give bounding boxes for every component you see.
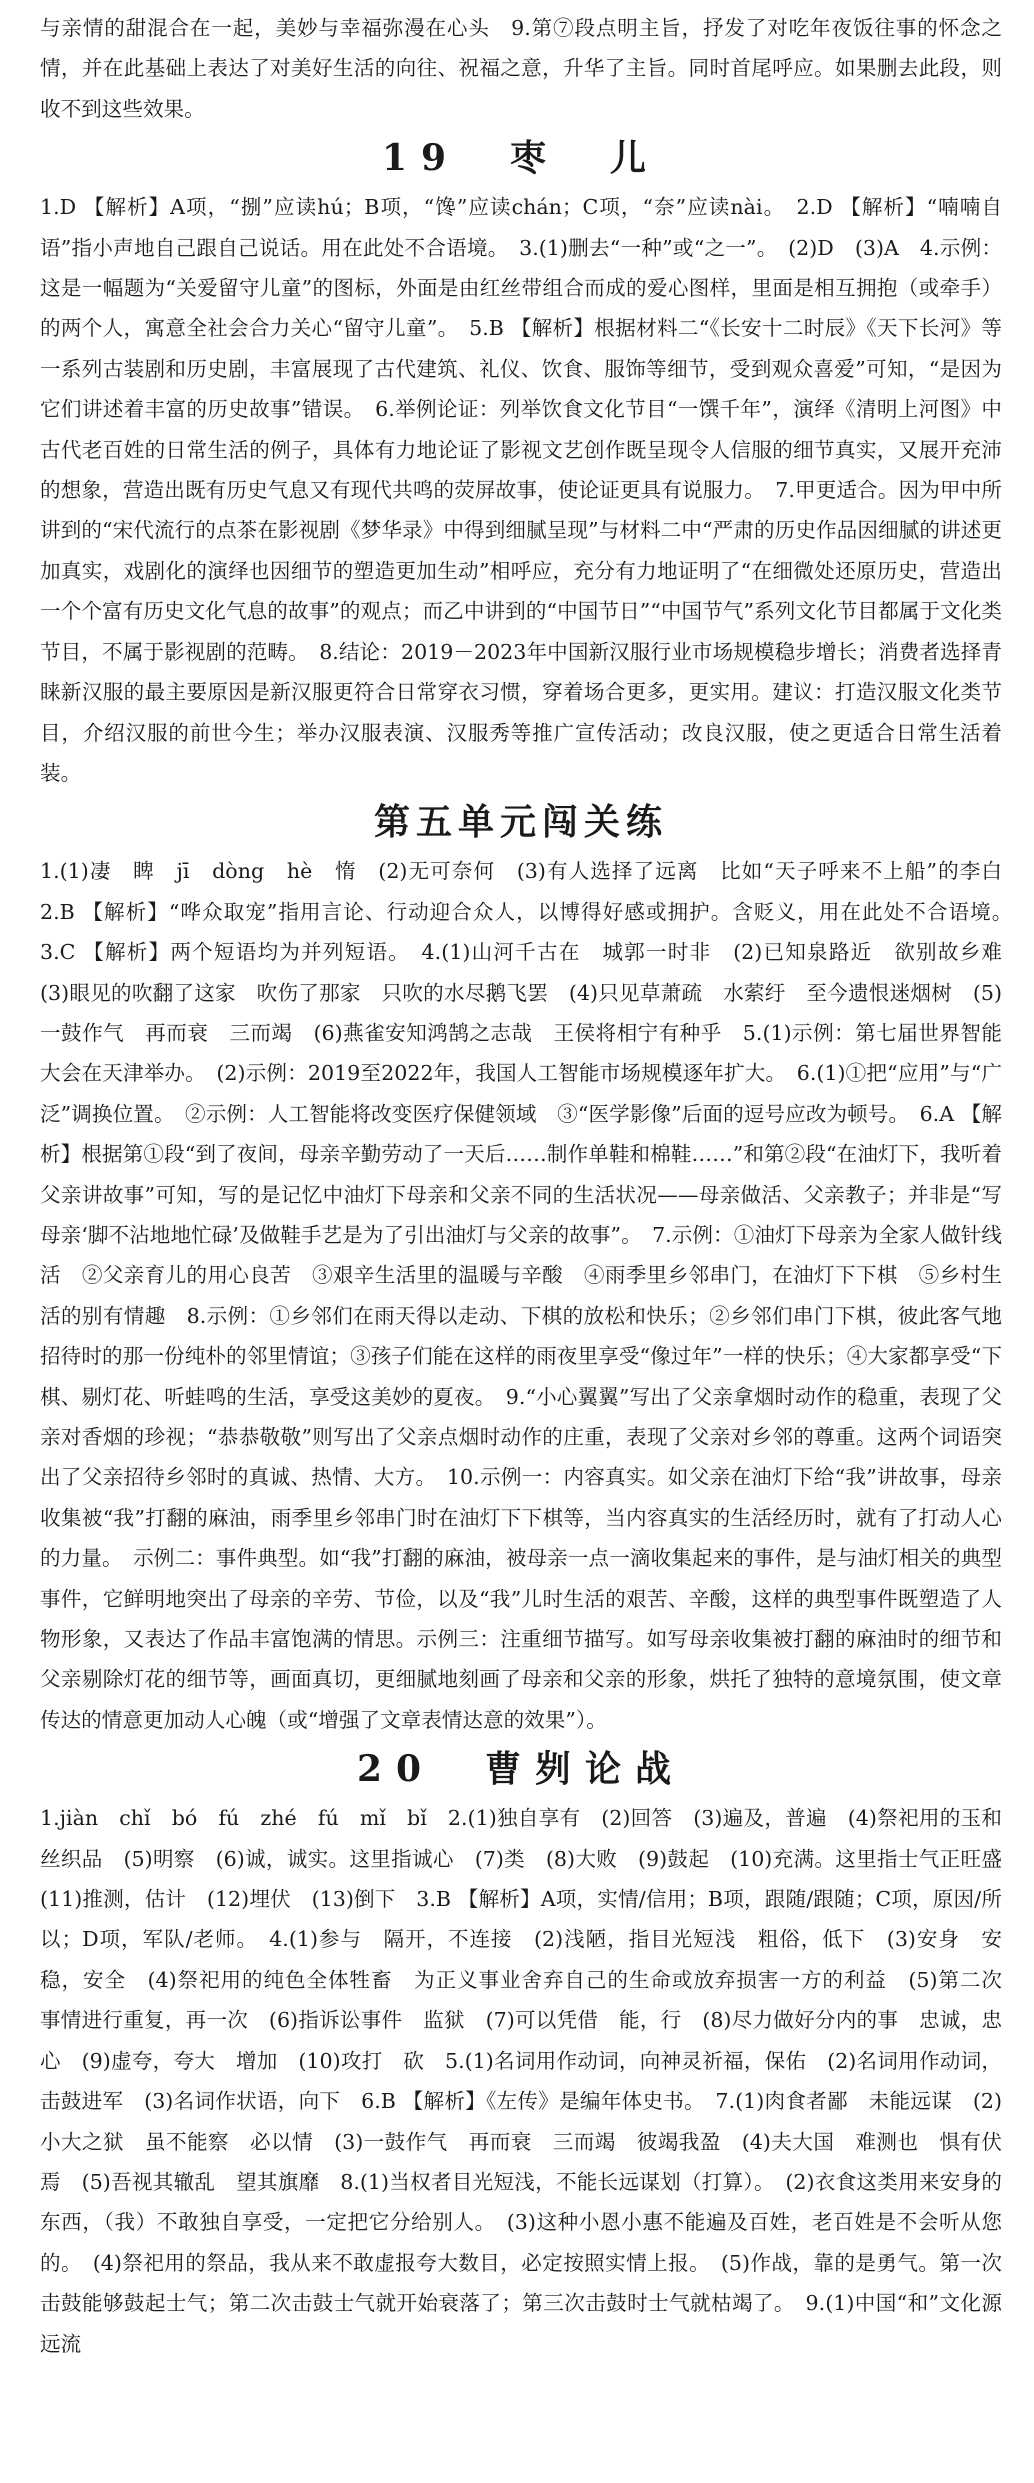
section-20-answers: 1.jiàn chǐ bó fú zhé fú mǐ bǐ 2.(1)独自享有 (2)回答 (3)遍及，普遍 (4)祭祀用的玉和丝织品 (5)明察 (6)诚，诚实。这里指诚心 (7)类 (8)大败 (9)鼓起 (10)充满。这里指士气正旺盛 (11)推测，估计 (12)埋伏 (13)倒下 3.B 【解析】A项，实情/信用；B项，跟随/跟随；C项，原因/所以；D项，军队/老师。 4.(1)参与 隔开，不连接 (2)浅陋，指目光短浅 粗俗，低下 (3)安身 安稳，安全 (4)祭祀用的纯色全体牲畜 为正义事业舍弃自己的生命或放弃损害一方的利益 (5)第二次 事情进行重复，再一次 (6)指诉讼事件 监狱 (7)可以凭借 能，行 (8)尽力做好分内的事 忠诚，忠心 (9)虚夸，夸大 增加 (10)攻打 砍 5.(1)名词用作动词，向神灵祈福，保佑 (2)名词用作动词，击鼓进军 (3)名词作状语，向下 6.B 【解析】《左传》是编年体史书。 7.(1)肉食者鄙 未能远谋 (2)小大之狱 虽不能察 必以情 (3)一鼓作气 再而衰 三而竭 彼竭我盈 (4)夫大国 难测也 惧有伏焉 (5)吾视其辙乱 望其旗靡 8.(1)当权者目光短浅，不能长远谋划（打算）。 (2)衣食这类用来安身的东西，（我）不敢独自享受，一定把它分给别人。 (3)这种小恩小惠不能遍及百姓，老百姓是不会听从您的。 (4)祭祀用的祭品，我从来不敢虚报夸大数目，必定按照实情上报。 (5)作战，靠的是勇气。第一次击鼓能够鼓起士气；第二次击鼓士气就开始衰落了；第三次击鼓时士气就枯竭了。 9.(1)中国“和”文化源远流 xyxy=(40,1806,1023,2356)
intro-paragraph: 与亲情的甜混合在一起，美妙与幸福弥漫在心头 9.第⑦段点明主旨，抒发了对吃年夜饭往事的怀念之情，并在此基础上表达了对美好生活的向往、祝福之意，升华了主旨。同时首尾呼应。如果删去此段，则收不到这些效果。 xyxy=(40,16,1002,121)
section-19-answers: 1.D 【解析】A项，“捌”应读hú；B项，“馋”应读chán；C项，“奈”应读nài。 2.D 【解析】“喃喃自语”指小声地自己跟自己说话。用在此处不合语境。 3.(1)删去“一种”或“之一”。 (2)D (3)A 4.示例：这是一幅题为“关爱留守儿童”的图标，外面是由红丝带组合而成的爱心图样，里面是相互拥抱（或牵手）的两个人，寓意全社会合力关心“留守儿童”。 5.B 【解析】根据材料二“《长安十二时辰》《天下长河》等一系列古装剧和历史剧，丰富展现了古代建筑、礼仪、饮食、服饰等细节，受到观众喜爱”可知，“是因为它们讲述着丰富的历史故事”错误。 6.举例论证：列举饮食文化节目“一馔千年”，演绎《清明上河图》中古代老百姓的日常生活的例子，具体有力地论证了影视文艺创作既呈现令人信服的细节真实，又展开充沛的想象，营造出既有历史气息又有现代共鸣的荧屏故事，使论证更具有说服力。 7.甲更适合。因为甲中所讲到的“宋代流行的点茶在影视剧《梦华录》中得到细腻呈现”与材料二中“严肃的历史作品因细腻的讲述更加真实，戏剧化的演绎也因细节的塑造更加生动”相呼应，充分有力地证明了“在细微处还原历史，营造出一个个富有历史文化气息的故事”的观点；而乙中讲到的“中国节日”“中国节气”系列文化节目都属于文化类节目，不属于影视剧的范畴。 8.结论：2019－2023年中国新汉服行业市场规模稳步增长；消费者选择青睐新汉服的最主要原因是新汉服更符合日常穿衣习惯，穿着场合更多，更实用。建议：打造汉服文化类节目，介绍汉服的前世今生；举办汉服表演、汉服秀等推广宣传活动；改良汉服，使之更适合日常生活着装。 xyxy=(40,195,1002,785)
section-title-unit5: 第五单元闯关练 xyxy=(373,801,668,844)
section-title-19: 19 枣 儿 xyxy=(381,137,661,180)
section-title-20: 20 曹刿论战 xyxy=(356,1748,686,1791)
unit5-answers: 1.(1)凄 睥 jī dòng hè 惰 (2)无可奈何 (3)有人选择了远离 比如“天子呼来不上船”的李白 2.B 【解析】“哗众取宠”指用言论、行动迎合众人，以博得好感或拥护。含贬义，用在此处不合语境。 3.C 【解析】两个短语均为并列短语。 4.(1)山河千古在 城郭一时非 (2)已知泉路近 欲别故乡难 (3)眼见的吹翻了这家 吹伤了那家 只吹的水尽鹅飞罢 (4)只见草萧疏 水萦纡 至今遗恨迷烟树 (5)一鼓作气 再而衰 三而竭 (6)燕雀安知鸿鹄之志哉 王侯将相宁有种乎 5.(1)示例：第七届世界智能大会在天津举办。 (2)示例：2019至2022年，我国人工智能市场规模逐年扩大。 6.(1)①把“应用”与“广泛”调换位置。 ②示例：人工智能将改变医疗保健领域 ③“医学影像”后面的逗号应改为顿号。 6.A 【解析】根据第①段“到了夜间，母亲辛勤劳动了一天后……制作单鞋和棉鞋……”和第②段“在油灯下，我听着父亲讲故事”可知，写的是记忆中油灯下母亲和父亲不同的生活状况——母亲做活、父亲教子；并非是“写母亲‘脚不沾地地忙碌’及做鞋手艺是为了引出油灯与父亲的故事”。 7.示例：①油灯下母亲为全家人做针线活 ②父亲育儿的用心良苦 ③艰辛生活里的温暖与辛酸 ④雨季里乡邻串门，在油灯下下棋 ⑤乡村生活的别有情趣 8.示例：①乡邻们在雨天得以走动、下棋的放松和快乐；②乡邻们串门下棋，彼此客气地招待时的那一份纯朴的邻里情谊；③孩子们能在这样的雨夜里享受“像过年”一样的快乐；④大家都享受“下棋、剔灯花、听蛙鸣的生活，享受这美妙的夏夜。 9.“小心翼翼”写出了父亲拿烟时动作的稳重，表现了父亲对香烟的珍视；“恭恭敬敬”则写出了父亲点烟时动作的庄重，表现了父亲对乡邻的尊重。这两个词语突出了父亲招待乡邻时的真诚、热情、大方。 10.示例一：内容真实。如父亲在油灯下给“我”讲故事，母亲收集被“我”打翻的麻油，雨季里乡邻串门时在油灯下下棋等，当内容真实的生活经历时，就有了打动人心的力量。 示例二：事件典型。如“我”打翻的麻油，被母亲一点一滴收集起来的事件，是与油灯相关的典型事件，它鲜明地突出了母亲的辛劳、节俭，以及“我”儿时生活的艰苦、辛酸，这样的典型事件既塑造了人物形象，又表达了作品丰富饱满的情思。示例三：注重细节描写。如写母亲收集被打翻的麻油时的细节和父亲剔除灯花的细节等，画面真切，更细腻地刻画了母亲和父亲的形象，烘托了独特的意境氛围，使文章传达的情意更加动人心魄（或“增强了文章表情达意的效果”）。 xyxy=(40,859,1023,1732)
